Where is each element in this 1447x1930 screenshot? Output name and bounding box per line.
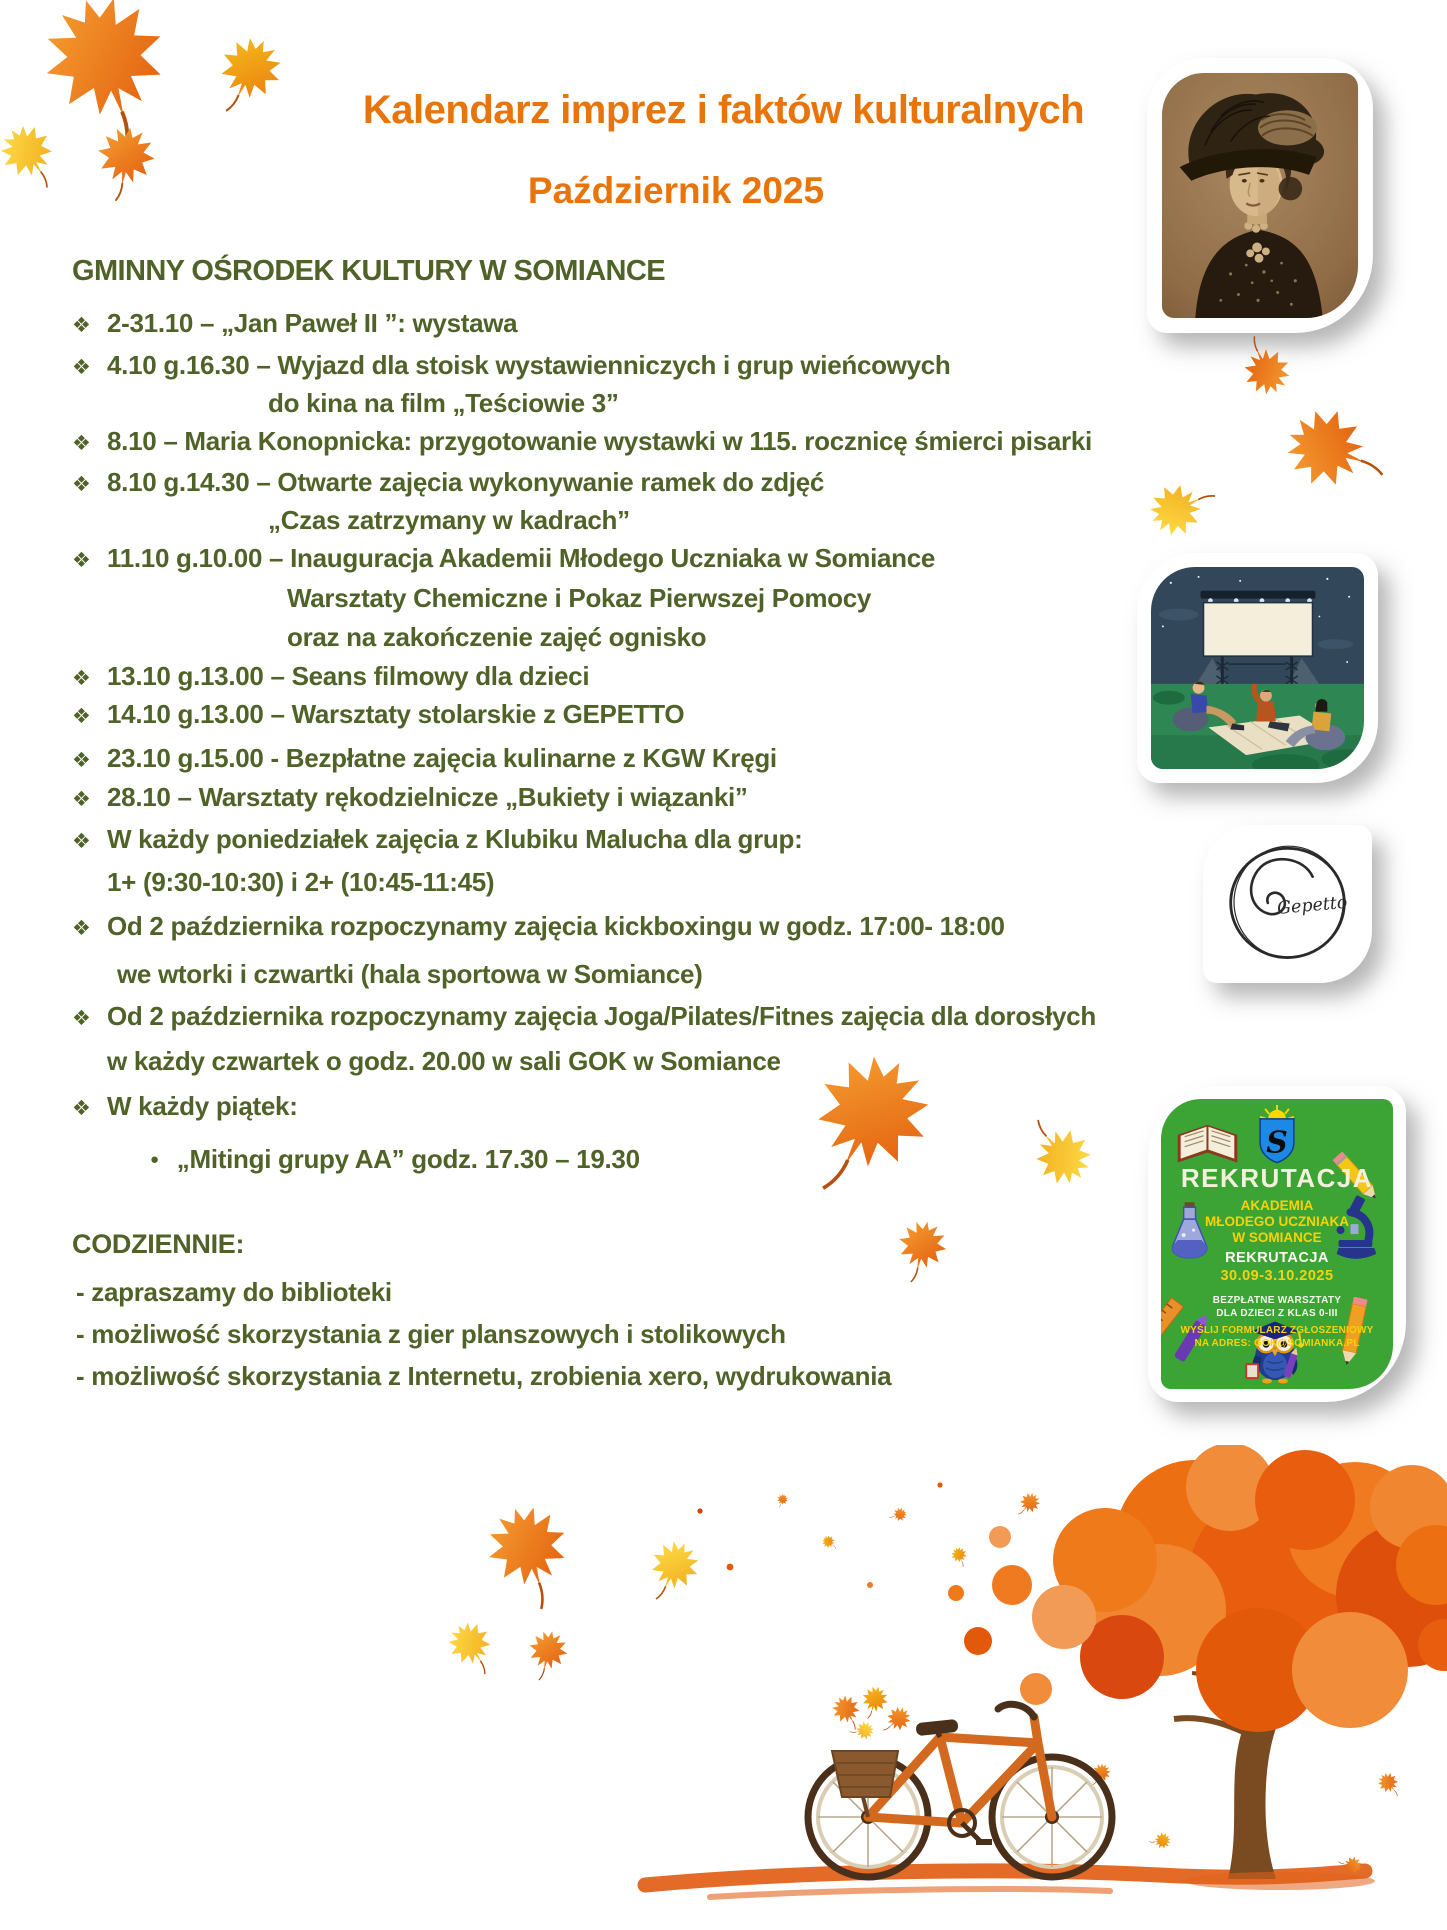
section-heading: GMINNY OŚRODEK KULTURY W SOMIANCE [72, 255, 665, 287]
event-line [72, 661, 589, 692]
diamond-bullet-icon: ❖ [72, 549, 91, 572]
gepetto-signature-text: Gepetto [1276, 892, 1349, 919]
diamond-bullet-icon: ❖ [72, 314, 91, 337]
event-text: 14.10 g.13.00 – Warsztaty stolarskie z GEPETTO [107, 699, 685, 729]
event-line [72, 1001, 1096, 1032]
event-line [72, 543, 935, 574]
event-text: 28.10 – Warsztaty rękodzielnicze „Bukiety i wiązanki” [107, 782, 748, 812]
autumn-tree-bicycle-illustration [400, 1445, 1447, 1915]
poster-title: REKRUTACJA [1180, 1163, 1374, 1193]
maple-leaf-icon [1155, 472, 1211, 542]
page-subtitle: Październik 2025 [527, 170, 825, 211]
diamond-bullet-icon: ❖ [72, 356, 91, 379]
svg-text:S: S [1266, 1125, 1288, 1161]
woman-portrait-photo [1162, 73, 1358, 318]
portrait-photo-card [1147, 58, 1373, 333]
poster-contact [1161, 1325, 1393, 1350]
gepetto-logo-card [1203, 825, 1372, 983]
event-text: 1+ (9:30-10:30) i 2+ (10:45-11:45) [107, 867, 495, 897]
poster-academy-name [1161, 1198, 1393, 1246]
round-bullet-icon: ● [150, 1151, 159, 1168]
event-text: do kina na film „Teściowie 3” [268, 388, 619, 418]
outdoor-cinema-illustration [1151, 567, 1364, 769]
diamond-bullet-icon: ❖ [72, 432, 91, 455]
maple-leaf-icon [3, 123, 59, 193]
rekrutacja-poster-card [1148, 1086, 1406, 1402]
event-text: 4.10 g.16.30 – Wyjazd dla stoisk wystawienniczych i grup wieńcowych [107, 350, 951, 380]
event-text: 13.10 g.13.00 – Seans filmowy dla dzieci [107, 661, 590, 691]
event-text: 23.10 g.15.00 - Bezpłatne zajęcia kulinarne z KGW Kręgi [107, 743, 777, 773]
event-line [72, 911, 1005, 942]
event-line [72, 824, 802, 855]
poster-subheading: REKRUTACJA [1225, 1250, 1329, 1266]
event-line [72, 782, 748, 813]
poster-academy-line: MŁODEGO UCZNIAKA [1205, 1214, 1349, 1229]
maple-leaf-icon [1239, 334, 1289, 397]
poster-academy-line: W SOMIANCE [1232, 1230, 1322, 1245]
diamond-bullet-icon: ❖ [72, 473, 91, 496]
event-text: Od 2 października rozpoczynamy zajęcia kickboxingu w godz. 17:00- 18:00 [107, 911, 1005, 941]
diamond-bullet-icon: ❖ [72, 788, 91, 811]
event-line [107, 867, 494, 898]
poster-academy-line: AKADEMIA [1240, 1198, 1314, 1213]
bicycle-illustration [808, 1683, 1112, 1877]
event-text: W każdy piątek: [107, 1091, 298, 1121]
poster-info-line: BEZPŁATNE WARSZTATY [1212, 1295, 1342, 1306]
maple-leaf-icon [895, 1220, 947, 1285]
event-line [117, 959, 703, 990]
poster-dates: 30.09-3.10.2025 [1220, 1268, 1334, 1284]
outdoor-cinema-card [1137, 553, 1378, 783]
daily-heading: CODZIENNIE: [72, 1229, 245, 1259]
event-line [287, 622, 706, 653]
event-line [72, 467, 824, 498]
diamond-bullet-icon: ❖ [72, 667, 91, 690]
event-line [72, 426, 1092, 457]
falling-leaves [440, 1482, 1044, 1684]
daily-item: - możliwość skorzystania z Internetu, zrobienia xero, wydrukowania [76, 1361, 892, 1391]
poster-contact-line: WYŚLIJ FORMULARZ ZGŁOSZENIOWY [1180, 1325, 1374, 1336]
daily-item: - zapraszamy do biblioteki [76, 1277, 392, 1307]
event-text: 8.10 g.14.30 – Otwarte zajęcia wykonywanie ramek do zdjęć [107, 467, 825, 497]
maple-leaf-icon [94, 126, 156, 204]
event-text: 11.10 g.10.00 – Inauguracja Akademii Młodego Uczniaka w Somiance [107, 543, 936, 573]
diamond-bullet-icon: ❖ [72, 830, 91, 853]
diamond-bullet-icon: ❖ [72, 749, 91, 772]
maple-leaf-icon [1295, 400, 1379, 505]
event-text: 2-31.10 – „Jan Paweł II ”: wystawa [107, 308, 518, 338]
daily-item: - możliwość skorzystania z gier planszowych i stolikowych [76, 1319, 786, 1349]
diamond-bullet-icon: ❖ [72, 1097, 91, 1120]
sub-bullet-text: „Mitingi grupy AA” godz. 17.30 – 19.30 [176, 1144, 640, 1174]
tree-crown [948, 1445, 1447, 1732]
maple-leaf-icon [214, 36, 280, 119]
event-text: 8.10 – Maria Konopnicka: przygotowanie wystawki w 115. rocznicę śmierci pisarki [107, 426, 1092, 456]
maple-leaf-icon [804, 1052, 926, 1205]
event-line [72, 1091, 298, 1122]
event-line [268, 388, 619, 419]
event-text: w każdy czwartek o godz. 20.00 w sali GOK w Somiance [107, 1046, 781, 1076]
event-text: Od 2 października rozpoczynamy zajęcia Joga/Pilates/Fitnes zajęcia dla dorosłych [107, 1001, 1096, 1031]
event-text: Warsztaty Chemiczne i Pokaz Pierwszej Pomocy [287, 583, 872, 613]
diamond-bullet-icon: ❖ [72, 917, 91, 940]
open-book-icon [1178, 1125, 1238, 1163]
poster-contact-line: NA ADRES: GOK@SOMIANKA.PL [1194, 1337, 1360, 1349]
event-text: we wtorki i czwartki (hala sportowa w Somiance) [117, 959, 703, 989]
sub-bullet-line [150, 1144, 640, 1175]
event-text: W każdy poniedziałek zajęcia z Klubiku Malucha dla grup: [107, 824, 803, 854]
event-line [107, 1046, 781, 1077]
event-text: „Czas zatrzymany w kadrach” [268, 505, 630, 535]
poster-info-line: DLA DZIECI Z KLAS 0-III [1216, 1307, 1338, 1319]
event-line [72, 699, 684, 730]
event-line [268, 505, 630, 536]
event-line [72, 743, 777, 774]
gepetto-logo [1211, 833, 1364, 975]
rekrutacja-poster [1161, 1099, 1393, 1389]
page-title: Kalendarz imprez i faktów kulturalnych [362, 88, 1085, 132]
event-line [72, 308, 517, 339]
school-crest-icon [1260, 1105, 1294, 1163]
autumn-tree [948, 1445, 1447, 1890]
maple-leaf-icon [1028, 1113, 1088, 1188]
event-line [72, 350, 951, 381]
diamond-bullet-icon: ❖ [72, 705, 91, 728]
diamond-bullet-icon: ❖ [72, 1007, 91, 1030]
event-text: oraz na zakończenie zajęć ognisko [287, 622, 707, 652]
poster-info [1161, 1295, 1393, 1320]
event-line [287, 583, 871, 614]
